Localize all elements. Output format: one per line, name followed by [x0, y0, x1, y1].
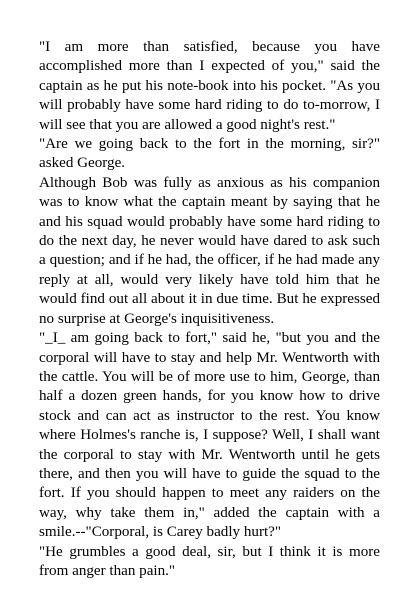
paragraph: "I am more than satisfied, because you have accomplished more than I expected of you," said the captain as he put his note-book into his pocket. "As you will probably have some hard riding to do to-morrow, I will see that you are allowed a good night's rest." — [39, 39, 380, 133]
paragraph: "_I_ am going back to fort," said he, "but you and the corporal will have to stay and help Mr. Wentworth with the cattle. You will be of more use to him, George, than half a dozen green hands, for you know how to drive stock and can act as instructor to the rest. You know where Holmes's ranche is, I suppose? Well, I shall want the corporal to stay with Mr. Wentworth until he gets there, and then you will have to guide the squad to the fort. If you should happen to meet any raiders on the way, why take them in," added the captain with a smile.--"Corporal, is Carey badly hurt?" — [39, 330, 380, 541]
paragraph: "Are we going back to the fort in the morning, sir?" asked George. — [39, 136, 380, 172]
page-text-block — [39, 38, 380, 581]
paragraph: "He grumbles a good deal, sir, but I think it is more from anger than pain." — [39, 543, 380, 579]
paragraph: Although Bob was fully as anxious as his companion was to know what the captain meant by saying that he and his squad would probably have some hard riding to do the next day, he never would have dared to ask such a question; and if he had, the officer, if he had made any reply at all, would very likely have told him that he would find out all about it in due time. But he expressed no surprise at George's inquisitiveness. — [39, 174, 380, 327]
